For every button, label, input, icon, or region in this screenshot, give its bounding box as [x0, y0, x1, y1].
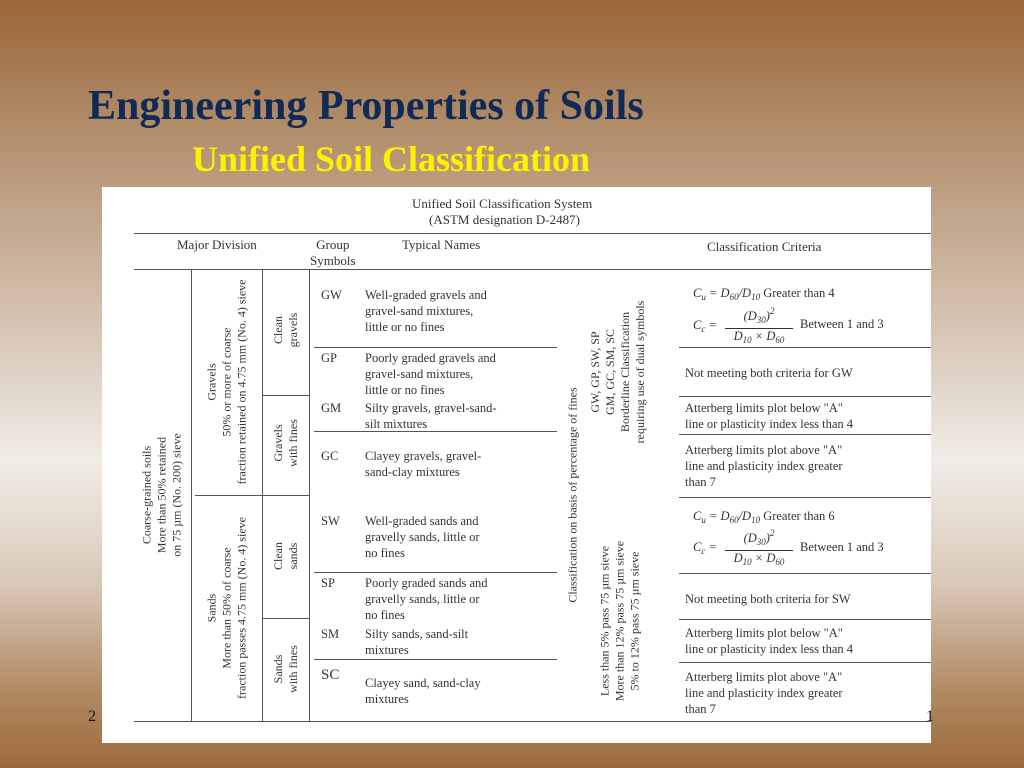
gp-criterion: Not meeting both criteria for GW — [685, 366, 853, 380]
slide-subtitle: Unified Soil Classification — [192, 139, 591, 179]
group-symbol: SW — [321, 514, 340, 528]
gm-criterion: Atterberg limits plot below "A" line or plasticity index less than 4 — [685, 401, 854, 431]
rule — [314, 659, 557, 660]
rule — [314, 572, 557, 573]
rule — [262, 395, 309, 396]
clean-gravels-label: Clean gravels — [271, 312, 300, 348]
fines-percent-label: Less than 5% pass 75 µm sieve More than 12% pass 75 µm sieve 5% to 12% pass 75 µm sieve — [597, 540, 642, 702]
typical-name: Well-graded sands and gravelly sands, little or no fines — [365, 514, 480, 560]
typical-name: Well-graded gravels and gravel-sand mixtures, little or no fines — [365, 288, 487, 334]
group-symbol: SM — [321, 627, 340, 641]
sw-cc-fraction: $\frac{(D_{30})^2}{D_{10} \times D_{60}}$ — [725, 526, 793, 570]
group-symbol: SC — [321, 667, 340, 683]
gw-cc-symbol: $C_c$ = — [693, 318, 717, 334]
group-symbol: SP — [321, 576, 335, 590]
typical-name: Silty sands, sand-silt mixtures — [365, 627, 469, 657]
rule — [314, 431, 557, 432]
rule — [679, 347, 931, 348]
group-symbol: GC — [321, 449, 339, 463]
header-typical-names: Typical Names — [402, 237, 481, 252]
header-group-symbols: Group Symbols — [310, 237, 356, 268]
typical-name: Poorly graded gravels and gravel-sand mixtures, little or no fines — [365, 351, 496, 397]
sands-with-fines-label: Sands with fines — [271, 645, 300, 693]
gw-cu-text: Greater than 4 — [763, 286, 835, 300]
table-designation: (ASTM designation D-2487) — [429, 212, 580, 227]
sw-cu-criterion: $C_u = D_{60}/D_{10}$ Greater than 6 — [693, 509, 835, 525]
slide-number-left: 2 — [88, 708, 96, 725]
sp-criterion: Not meeting both criteria for SW — [685, 592, 851, 606]
dual-symbols-label: GW, GP, SW, SP GM, GC, SM, SC Borderline Classification requiring use of dual symbols — [588, 300, 647, 444]
rule — [134, 269, 931, 270]
gw-cc-fraction: $\frac{(D_{30})^2}{D_{10} \times D_{60}}$ — [725, 304, 793, 348]
column-line — [309, 269, 310, 721]
gw-cc-text: Between 1 and 3 — [800, 317, 884, 331]
group-symbol: GP — [321, 351, 337, 365]
rule — [679, 396, 931, 397]
header-major-division: Major Division — [177, 237, 257, 252]
sw-cc-text: Between 1 and 3 — [800, 540, 884, 554]
group-symbol: GM — [321, 401, 342, 415]
rule — [679, 434, 931, 435]
rule — [134, 721, 931, 722]
sm-criterion: Atterberg limits plot below "A" line or plasticity index less than 4 — [685, 626, 854, 656]
rule — [314, 347, 557, 348]
gravels-label: Gravels 50% or more of coarse fraction retained on 4.75 mm (No. 4) sieve — [204, 279, 249, 485]
clean-sands-label: Clean sands — [271, 542, 300, 570]
table-title: Unified Soil Classification System — [412, 196, 593, 211]
typical-name: Clayey sand, sand-clay mixtures — [365, 676, 481, 706]
typical-name: Silty gravels, gravel-sand- silt mixtures — [365, 401, 497, 431]
typical-name: Poorly graded sands and gravelly sands, little or no fines — [365, 576, 488, 622]
fines-basis-label: Classification on basis of percentage of fines — [565, 387, 580, 603]
gravels-with-fines-label: Gravels with fines — [271, 419, 300, 467]
column-line — [191, 269, 192, 721]
sw-cc-symbol: $C_c$ = — [693, 540, 717, 556]
group-symbol: GW — [321, 288, 342, 302]
rule — [134, 233, 931, 234]
header-classification-criteria: Classification Criteria — [707, 239, 822, 254]
coarse-grained-label: Coarse-grained soils More than 50% retained on 75 µm (No. 200) sieve — [139, 433, 184, 557]
typical-name: Clayey gravels, gravel- sand-clay mixtures — [365, 449, 482, 479]
uscs-table-image — [102, 187, 931, 743]
rule — [679, 573, 931, 574]
rule — [679, 662, 931, 663]
rule — [679, 497, 931, 498]
sands-label: Sands More than 50% of coarse fraction passes 4.75 mm (No. 4) sieve — [204, 517, 249, 699]
slide-title: Engineering Properties of Soils — [88, 83, 644, 129]
sc-criterion: Atterberg limits plot above "A" line and plasticity index greater than 7 — [685, 670, 843, 716]
slide-number-right: 1 — [926, 708, 934, 725]
rule — [679, 619, 931, 620]
sw-cu-text: Greater than 6 — [763, 509, 835, 523]
gw-cu-criterion: $C_u = D_{60}/D_{10}$ Greater than 4 — [693, 286, 835, 302]
gc-criterion: Atterberg limits plot above "A" line and plasticity index greater than 7 — [685, 443, 843, 489]
